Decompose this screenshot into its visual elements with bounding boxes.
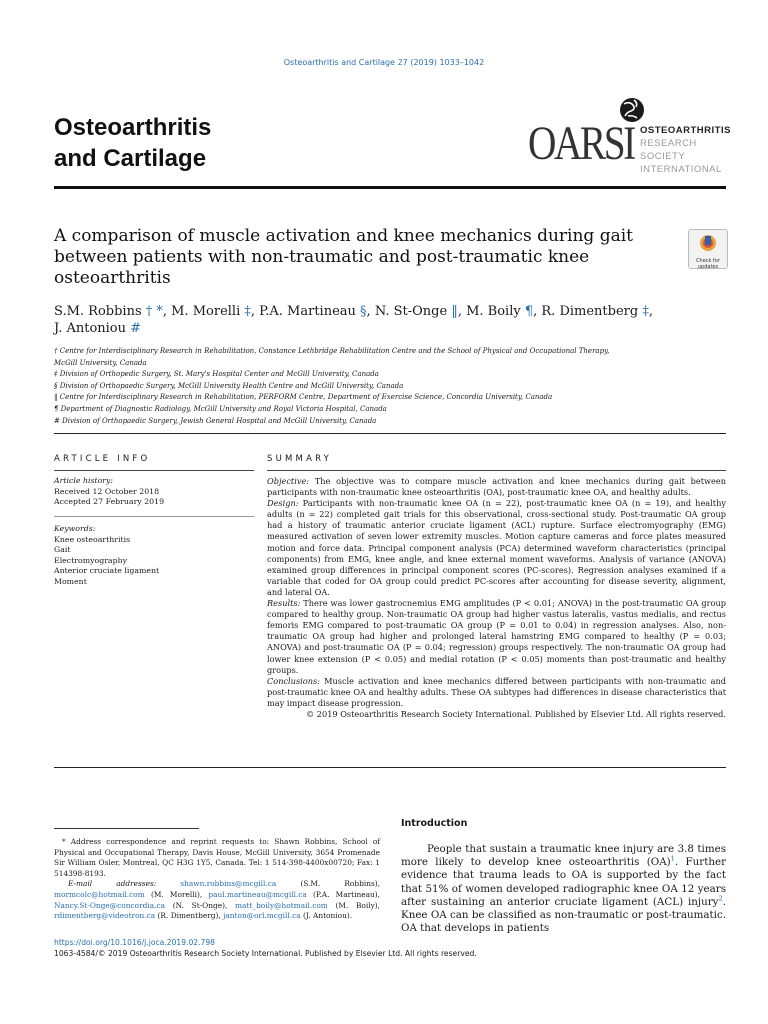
affiliation-mark-link[interactable]: ‡ [244, 304, 251, 319]
oarsi-logo [528, 96, 731, 175]
keywords-block [54, 524, 254, 587]
logo-text-line1: OSTEOARTHRITIS [640, 125, 731, 136]
author-name: J. Antoniou [54, 321, 131, 336]
abstract-bottom-rule [54, 767, 726, 768]
accepted-date: Accepted 27 February 2019 [54, 497, 165, 506]
author-name: M. Boily [466, 304, 525, 319]
author-separator: , [366, 304, 375, 319]
logo-mark: OARSI [528, 117, 634, 170]
correspondence-text: * Address correspondence and reprint requests to: Shawn Robbins, School of Physical and Occupational Therapy, Davis House, McGill University, 3654 Promenade Sir William Osler, Montreal, QC H3G 1Y5, Canada. Tel: 1 514-398-4400x00720; Fax: 1 514398-8193. [54, 837, 380, 878]
email-owner: (M. Morelli), [144, 889, 209, 899]
journal-title [54, 112, 314, 174]
affiliation-line: § Division of Orthopaedic Surgery, McGill University Health Centre and McGill University, Canada [54, 381, 404, 390]
issn-line: 1063-4584/© 2019 Osteoarthritis Research Society International. Published by Elsevier Ltd. All rights reserved. [54, 949, 477, 958]
author-name: N. St-Onge [374, 304, 452, 319]
journal-title-line1: Osteoarthritis [54, 114, 212, 141]
keyword-list [54, 535, 254, 588]
reference-link[interactable]: 2 [718, 894, 723, 903]
article-title: A comparison of muscle activation and knee mechanics during gait between patients with non-traumatic and post-traumatic knee osteoarthritis [54, 226, 633, 288]
doi-link[interactable]: https://doi.org/10.1016/j.joca.2019.02.798 [54, 938, 216, 947]
logo-text-line2: RESEARCH SOCIETY [640, 138, 697, 162]
email-addresses [54, 879, 380, 921]
journal-title-line2: and Cartilage [54, 145, 207, 172]
email-link[interactable]: paul.martineau@mcgill.ca [208, 889, 307, 899]
email-owner: (J. Antoniou). [300, 911, 353, 921]
logo-text-line3: INTERNATIONAL [640, 164, 722, 175]
keyword: Gait [54, 545, 71, 554]
keyword: Moment [54, 576, 87, 586]
author-name: M. Morelli [171, 304, 245, 319]
journal-citation[interactable]: Osteoarthritis and Cartilage 27 (2019) 1033–1042 [283, 58, 485, 67]
footnote-rule [54, 828, 199, 829]
author-separator: , [250, 304, 260, 319]
affiliation-line: ‖ Centre for Interdisciplinary Research in Rehabilitation, PERFORM Centre, Department of Exercise Science, Concordia University, Canada [54, 393, 553, 402]
affiliation-line: McGill University, Canada [54, 358, 147, 367]
article-info-heading: ARTICLE INFO [54, 454, 151, 464]
author-name: R. Dimentberg [541, 304, 643, 319]
email-link[interactable]: matt_boily@hotmail.com [235, 900, 328, 910]
author-separator: , [533, 304, 542, 319]
summary-results: Results: There was lower gastrocnemius EMG amplitudes (P < 0.01; ANOVA) in the post-traumatic OA group compared to healthy group. Non-traumatic OA group had higher vastus lateralis, vastus medialis, and rectus femoris EMG compared to post-traumatic OA group (P = 0.01 to 0.04) in regression analyses. Also, non-traumatic OA group had higher and prolonged lateral hamstring EMG compared to healthy (P = 0.03; ANOVA) and post-traumatic OA (P = 0.04; regression) groups respectively. The non-traumatic OA group had lower knee extension (P < 0.05) and medial rotation (P < 0.05) moments than post-traumatic and healthy groups. [267, 598, 727, 675]
summary-rule [267, 470, 726, 471]
email-link[interactable]: Nancy.St-Onge@concordia.ca [54, 900, 166, 910]
article-info-rule [54, 470, 254, 471]
affiliation-mark-link[interactable]: ¶ [524, 304, 534, 319]
affiliation-line: ‡ Division of Orthopedic Surgery, St. Mary's Hospital Center and McGill University, Canada [54, 370, 379, 379]
affiliation-mark-link[interactable]: † * [145, 304, 163, 319]
reference-link[interactable]: 1 [670, 854, 675, 863]
affiliation-mark-link[interactable]: ‖ [451, 304, 458, 319]
summary-copyright: © 2019 Osteoarthritis Research Society International. Published by Elsevier Ltd. All rights reserved. [305, 708, 726, 719]
summary-objective: Objective: The objective was to compare muscle activation and knee mechanics during gait between participants with non-traumatic knee osteoarthritis (OA), post-traumatic knee OA, and healthy adults. [267, 476, 727, 498]
email-owner: (N. St-Onge), [165, 900, 236, 910]
keyword: Knee osteoarthritis [54, 534, 131, 544]
email-label: E-mail addresses: [68, 879, 181, 889]
header-rule [54, 186, 726, 189]
email-link[interactable]: mormcolc@hotmail.com [54, 889, 145, 899]
summary-heading: SUMMARY [267, 454, 333, 464]
summary-body [267, 476, 726, 720]
affiliation-mark-link[interactable]: # [130, 321, 142, 336]
affiliation-line: ¶ Department of Diagnostic Radiology, McGill University and Royal Victoria Hospital, Canada [54, 404, 387, 413]
badge-text-line1: Check for [696, 258, 720, 264]
email-owner: (S.M. Robbins), [276, 879, 380, 889]
author-separator: , [162, 304, 172, 319]
email-owner: (R. Dimentberg), [155, 911, 224, 921]
received-date: Received 12 October 2018 [54, 486, 160, 496]
keyword: Anterior cruciate ligament [54, 566, 160, 575]
article-history [54, 476, 254, 508]
email-owner: (P.A. Martineau), [306, 889, 380, 899]
bookmark-icon [689, 230, 727, 254]
introduction-heading: Introduction [401, 818, 468, 829]
history-rule [54, 516, 254, 517]
keyword: Electromyography [54, 555, 127, 565]
introduction-paragraph: People that sustain a traumatic knee injury are 3.8 times more likely to develop knee osteoarthritis (OA)$^1$. Further evidence that trauma leads to OA is supported by the fact that 51% of women developed radiographic knee OA 12 years after sustaining an anterior cruciate ligament (ACL) injury$^2$. Knee OA can be classified as non-traumatic or post-traumatic. OA that develops in patients [401, 843, 727, 935]
check-for-updates-button[interactable] [688, 229, 728, 269]
author-list [54, 303, 694, 337]
email-link[interactable]: shawn.robbins@mcgill.ca [180, 879, 277, 889]
affiliation-mark-link[interactable]: ‡ [642, 304, 649, 319]
author-separator: , [457, 304, 467, 319]
history-label: Article history: [54, 476, 114, 485]
affiliations [54, 346, 726, 427]
email-link[interactable]: janton@orl.mcgill.ca [223, 911, 301, 921]
keywords-label: Keywords: [54, 524, 96, 533]
email-owner: (M. Boily), [327, 900, 381, 910]
affiliations-rule [54, 433, 726, 434]
email-link[interactable]: rdimentberg@videotron.ca [54, 911, 156, 921]
affiliation-line: † Centre for Interdisciplinary Research in Rehabilitation, Constance Lethbridge Rehabilitation Centre and the School of Physical and Occupational Therapy, [54, 347, 610, 355]
author-name: S.M. Robbins [54, 304, 146, 319]
summary-design: Design: Participants with non-traumatic knee OA (n = 22), post-traumatic knee OA (n = 19), and healthy adults (n = 22) completed gait trials for this observational, cross-sectional study. Post-traumatic OA group had a history of traumatic anterior cruciate ligament (ACL) rupture. Surface electromyography (EMG) measured activation of seven lower extremity muscles. Motion capture cameras and force plates measured motion and force data. Principal component analysis (PCA) determined waveform characteristics (principal components) from EMG, knee angle, and knee external moment waveforms. Analysis of variance (ANOVA) examined group differences in principal component scores (PC-scores). Regression analyses examined if a variable that coded for OA group could predict PC-scores after accounting for disease severity, alignment, and lateral OA. [267, 498, 726, 597]
affiliation-line: # Division of Orthopaedic Surgery, Jewish General Hospital and McGill University, Canada [54, 416, 377, 425]
author-separator: , [648, 304, 653, 319]
summary-conclusions: Conclusions: Muscle activation and knee mechanics differed between participants with non-traumatic and post-traumatic knee OA and healthy adults. These OA subtypes had differences in disease characteristics that may impact disease progression. [267, 675, 726, 708]
affiliation-mark-link[interactable]: § [360, 304, 367, 319]
correspondence-footnote [54, 837, 380, 922]
author-name: P.A. Martineau [259, 304, 361, 319]
badge-text-line2: updates [697, 264, 719, 270]
